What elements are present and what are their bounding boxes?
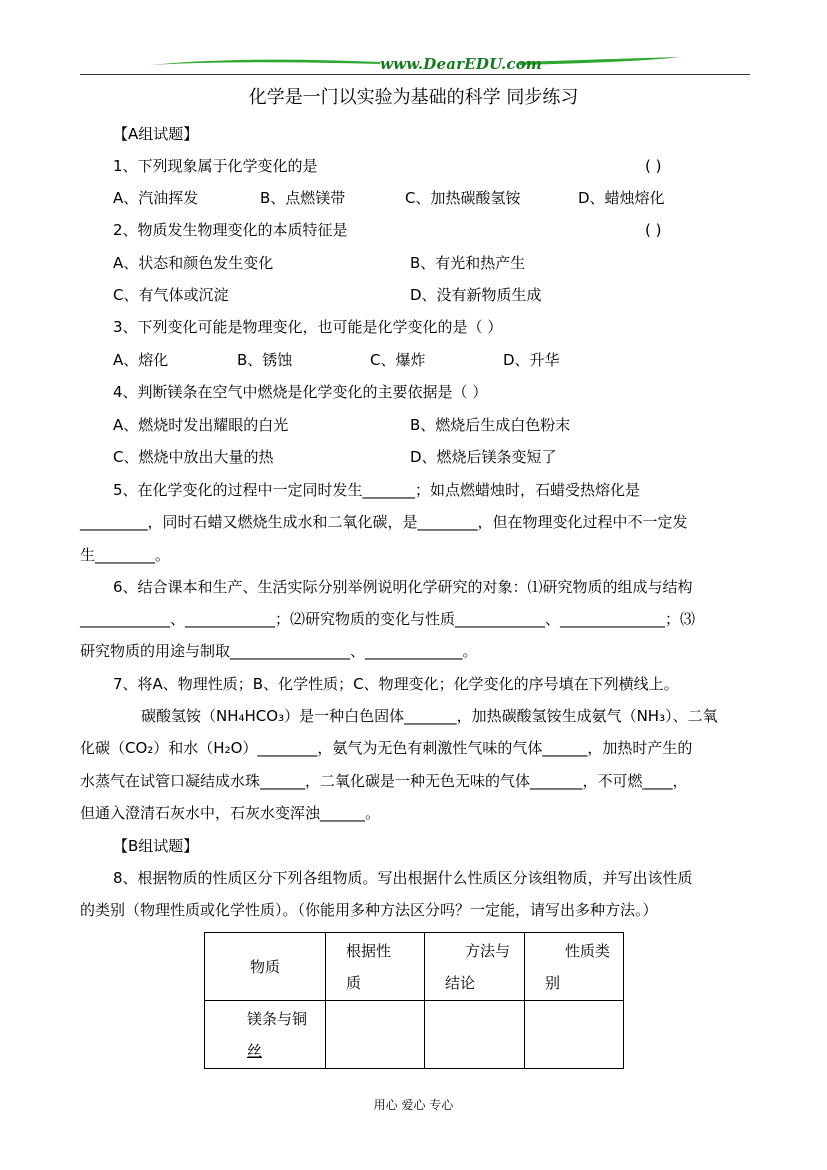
table-cell-type[interactable] [525,1001,624,1069]
table-header-row [205,933,624,1001]
q7-line-3: 化碳（CO₂）和水（H₂O）________，氨气为无色有刺激性气味的气体______，加热时产生的 [80,739,693,757]
q2-option-a: A、状态和颜色发生变化 [113,254,274,272]
q5-line-2: _________，同时石蜡又燃烧生成水和二氧化碳，是________，但在物理变化过程中不一定发 [80,513,688,531]
q5-line-3: 生________。 [80,546,171,564]
table-header-cell [326,933,425,1001]
table-header-cell [525,933,624,1001]
q4-option-c: C、燃烧中放出大量的热 [113,448,274,466]
table-header-cell [425,933,525,1001]
q4-option-d: D、燃烧后镁条变短了 [410,448,557,466]
table-cell-basis[interactable] [326,1001,425,1069]
page-title: 化学是一门以实验为基础的科学 同步练习 [248,87,579,108]
header-basis-line1: 根据性 [346,941,392,960]
table-row [205,1001,624,1069]
q6-line-3: 研究物质的用途与制取________________、_____________。 [80,642,478,660]
q1-option-d: D、蜡烛熔化 [578,189,665,207]
q2-option-d: D、没有新物质生成 [410,286,542,304]
q8-line-1: 8、根据物质的性质区分下列各组物质。写出根据什么性质区分该组物质，并写出该性质 [113,869,693,887]
q2-stem: 2、物质发生物理变化的本质特征是 [113,221,348,239]
q7-line-5: 但通入澄清石灰水中，石灰水变浑浊______。 [80,804,381,822]
table-header-cell [205,933,326,1001]
header-method-line1: 方法与 [465,941,511,960]
q3-option-d: D、升华 [503,351,560,369]
q7-line-4: 水蒸气在试管口凝结成水珠______，二氧化碳是一种无色无味的气体_______，不可燃____， [80,772,688,790]
q1-option-a: A、汽油挥发 [113,189,199,207]
header-method-line2: 结论 [445,973,476,992]
q1-option-c: C、加热碳酸氢铵 [405,189,521,207]
q1-option-b: B、点燃镁带 [260,189,346,207]
q3-option-c: C、爆炸 [370,351,426,369]
row1-substance-line1: 镁条与铜 [247,1009,308,1028]
q2-answer-bracket: ( ) [645,221,662,239]
header-substance: 物质 [249,957,280,976]
q3-stem: 3、下列变化可能是物理变化，也可能是化学变化的是（ ） [113,318,503,336]
q7-line-1: 7、将A、物理性质；B、化学性质；C、物理变化；化学变化的序号填在下列横线上。 [113,675,679,693]
q2-option-c: C、有气体或沉淀 [113,286,229,304]
q3-option-a: A、熔化 [113,351,169,369]
q7-line-2: 碳酸氢铵（NH₄HCO₃）是一种白色固体_______，加热碳酸氢铵生成氨气（NH₃）、二氧 [141,707,718,725]
section-a-heading: 【A组试题】 [113,125,199,143]
footer-text: 用心 爱心 专心 [373,1098,454,1112]
q5-line-1: 5、在化学变化的过程中一定同时发生_______；如点燃蜡烛时，石蜡受热熔化是 [113,481,641,499]
header-rule [80,74,750,75]
table-cell-substance [205,1001,326,1069]
q6-line-2: ____________、____________；⑵研究物质的变化与性质____________、______________；⑶ [80,610,696,628]
header-basis-line2: 质 [346,973,362,992]
site-logo[interactable]: www.DearEDU.com [380,55,543,73]
q1-stem: 1、下列现象属于化学变化的是 [113,157,318,175]
header-banner [80,52,750,78]
q1-answer-bracket: ( ) [645,157,662,175]
header-type-line1: 性质类 [565,941,611,960]
q4-option-a: A、燃烧时发出耀眼的白光 [113,416,289,434]
header-type-line2: 别 [545,973,561,992]
q4-option-b: B、燃烧后生成白色粉末 [410,416,571,434]
q6-line-1: 6、结合课本和生产、生活实际分别举例说明化学研究的对象：⑴研究物质的组成与结构 [113,578,693,596]
q3-option-b: B、锈蚀 [237,351,293,369]
section-b-heading: 【B组试题】 [113,837,199,855]
q4-stem: 4、判断镁条在空气中燃烧是化学变化的主要依据是（ ） [113,383,488,401]
row1-substance-line2: 丝 [247,1041,263,1060]
property-table [204,932,624,1069]
q2-option-b: B、有光和热产生 [410,254,526,272]
q8-line-2: 的类别（物理性质或化学性质）。（你能用多种方法区分吗？一定能，请写出多种方法。） [80,901,658,919]
table-cell-method[interactable] [425,1001,525,1069]
